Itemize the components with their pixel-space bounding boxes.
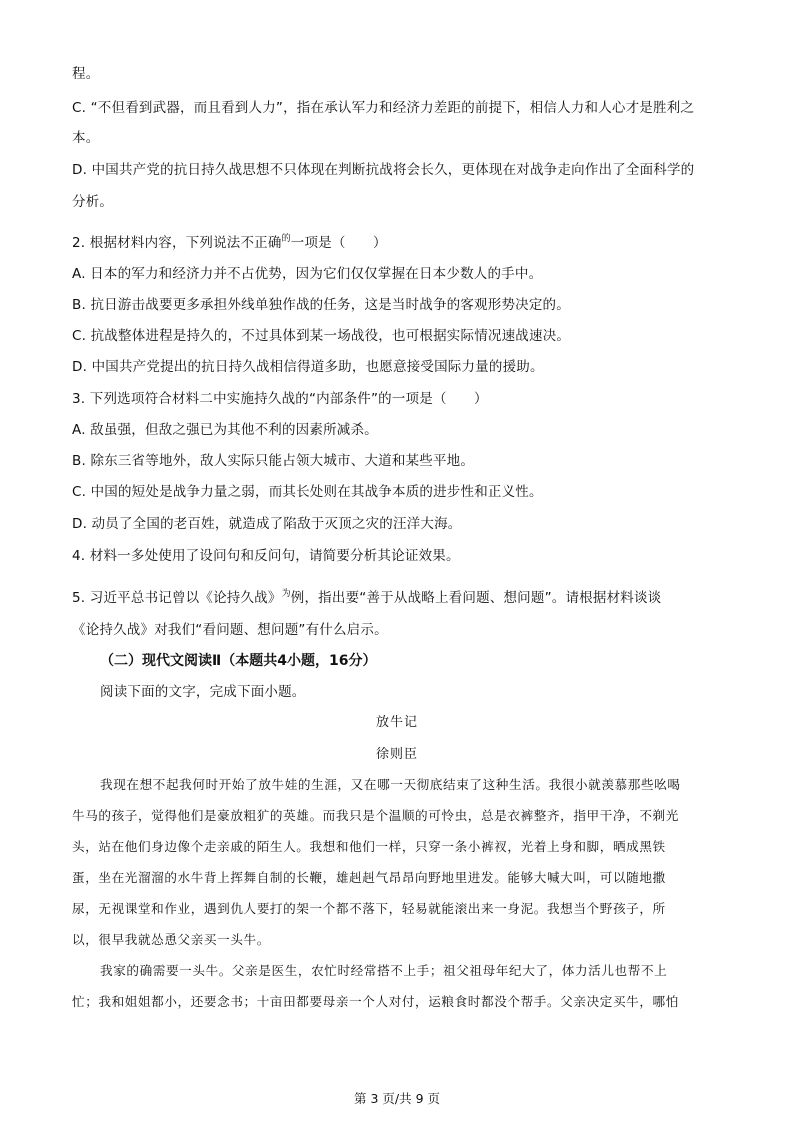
question-3-option-b: B. 除东三省等地外，敌人实际只能占领大城市、大道和某些平地。: [72, 453, 475, 469]
question-5-text-a: 5. 习近平总书记曾以《论持久战》: [72, 590, 282, 606]
story-paragraph-1-line-5: 尿，无视课堂和作业，遇到仇人要打的架一个都不落下，轻易就能滚出来一身泥。我想当个野孩子，所: [72, 901, 666, 916]
question-5-line1: [72, 584, 661, 608]
story-paragraph-2-line-1: 我家的确需要一头牛。父亲是医生，农忙时经常搭不上手；祖父祖母年纪大了，体力活儿也帮不上: [100, 963, 668, 978]
question-2-option-d: D. 中国共产党提出的抗日持久战相信得道多助，也愿意接受国际力量的援助。: [72, 359, 544, 375]
story-paragraph-1-line-2: 牛马的孩子，觉得他们是豪放粗犷的英雄。而我只是个温顺的可怜虫，总是衣裤整齐，指甲干净，不剃光: [72, 808, 679, 823]
question-5-line2: 《论持久战》对我们“看问题、想问题”有什么启示。: [72, 622, 388, 638]
option-c-line1: C. “不但看到武器，而且看到人力”，指在承认军力和经济力差距的前提下，相信人力和人心才是胜利之: [72, 100, 695, 116]
question-3-stem: 3. 下列选项符合材料二中实施持久战的“内部条件”的一项是（ ）: [72, 391, 488, 407]
question-5-text-b: 例，指出要“善于从战略上看问题、想问题”。请根据材料谈谈: [290, 590, 662, 606]
question-2-stem-sup: 的: [281, 234, 291, 244]
question-4-stem: 4. 材料一多处使用了设问句和反问句，请简要分析其论证效果。: [72, 548, 460, 564]
question-5-sup: 为: [281, 589, 291, 599]
story-paragraph-2-line-2: 忙；我和姐姐都小，还要念书；十亩田都要母亲一个人对付，运粮食时都没个帮手。父亲决定买牛，哪怕: [72, 994, 679, 1009]
story-title: 放牛记: [375, 715, 418, 730]
question-2-option-c: C. 抗战整体进程是持久的，不过具体到某一场战役，也可根据实际情况速战速决。: [72, 328, 571, 344]
page-number: 第 3 页/共 9 页: [353, 1091, 440, 1106]
question-2-stem: [72, 229, 387, 253]
story-paragraph-1-line-1: 我现在想不起我何时开始了放牛娃的生涯，又在哪一天彻底结束了这种生活。我很小就羡慕那些吆喝: [100, 777, 681, 792]
story-paragraph-1-line-4: 蛋，坐在光溜溜的水牛背上挥舞自制的长鞭，雄赳赳气昂昂向野地里进发。能够大喊大叫，可以随地撒: [72, 870, 666, 885]
option-d-line2: 分析。: [72, 194, 114, 210]
option-b-tail: 程。: [72, 66, 100, 82]
question-2-stem-end: 一项是（ ）: [290, 235, 387, 251]
question-3-option-c: C. 中国的短处是战争力量之弱，而其长处则在其战争本质的进步性和正义性。: [72, 484, 543, 500]
section-heading: （二）现代文阅读Ⅱ（本题共4小题，16分）: [100, 653, 377, 669]
story-paragraph-1-line-3: 头，站在他们身边像个走亲戚的陌生人。我想和他们一样，只穿一条小裤衩，光着上身和脚，晒成黑铁: [72, 839, 666, 854]
question-2-stem-text: 2. 根据材料内容，下列说法不正确: [72, 235, 282, 251]
question-2-option-b: B. 抗日游击战要更多承担外线单独作战的任务，这是当时战争的客观形势决定的。: [72, 297, 570, 313]
question-3-option-a: A. 敌虽强，但敌之强已为其他不利的因素所减杀。: [72, 422, 378, 438]
story-paragraph-1-line-6: 以，很早我就怂恿父亲买一头牛。: [72, 932, 270, 947]
reading-instruction: 阅读下面的文字，完成下面小题。: [100, 684, 306, 700]
option-d-line1: D. 中国共产党的抗日持久战思想不只体现在判断抗战将会长久，更体现在对战争走向作出了全面科学的: [72, 162, 695, 178]
option-c-line2: 本。: [72, 130, 100, 146]
story-author: 徐则臣: [375, 747, 418, 762]
question-3-option-d: D. 动员了全国的老百姓，就造成了陷敌于灭顶之灾的汪洋大海。: [72, 516, 462, 532]
question-2-option-a: A. 日本的军力和经济力并不占优势，因为它们仅仅掌握在日本少数人的手中。: [72, 266, 543, 282]
